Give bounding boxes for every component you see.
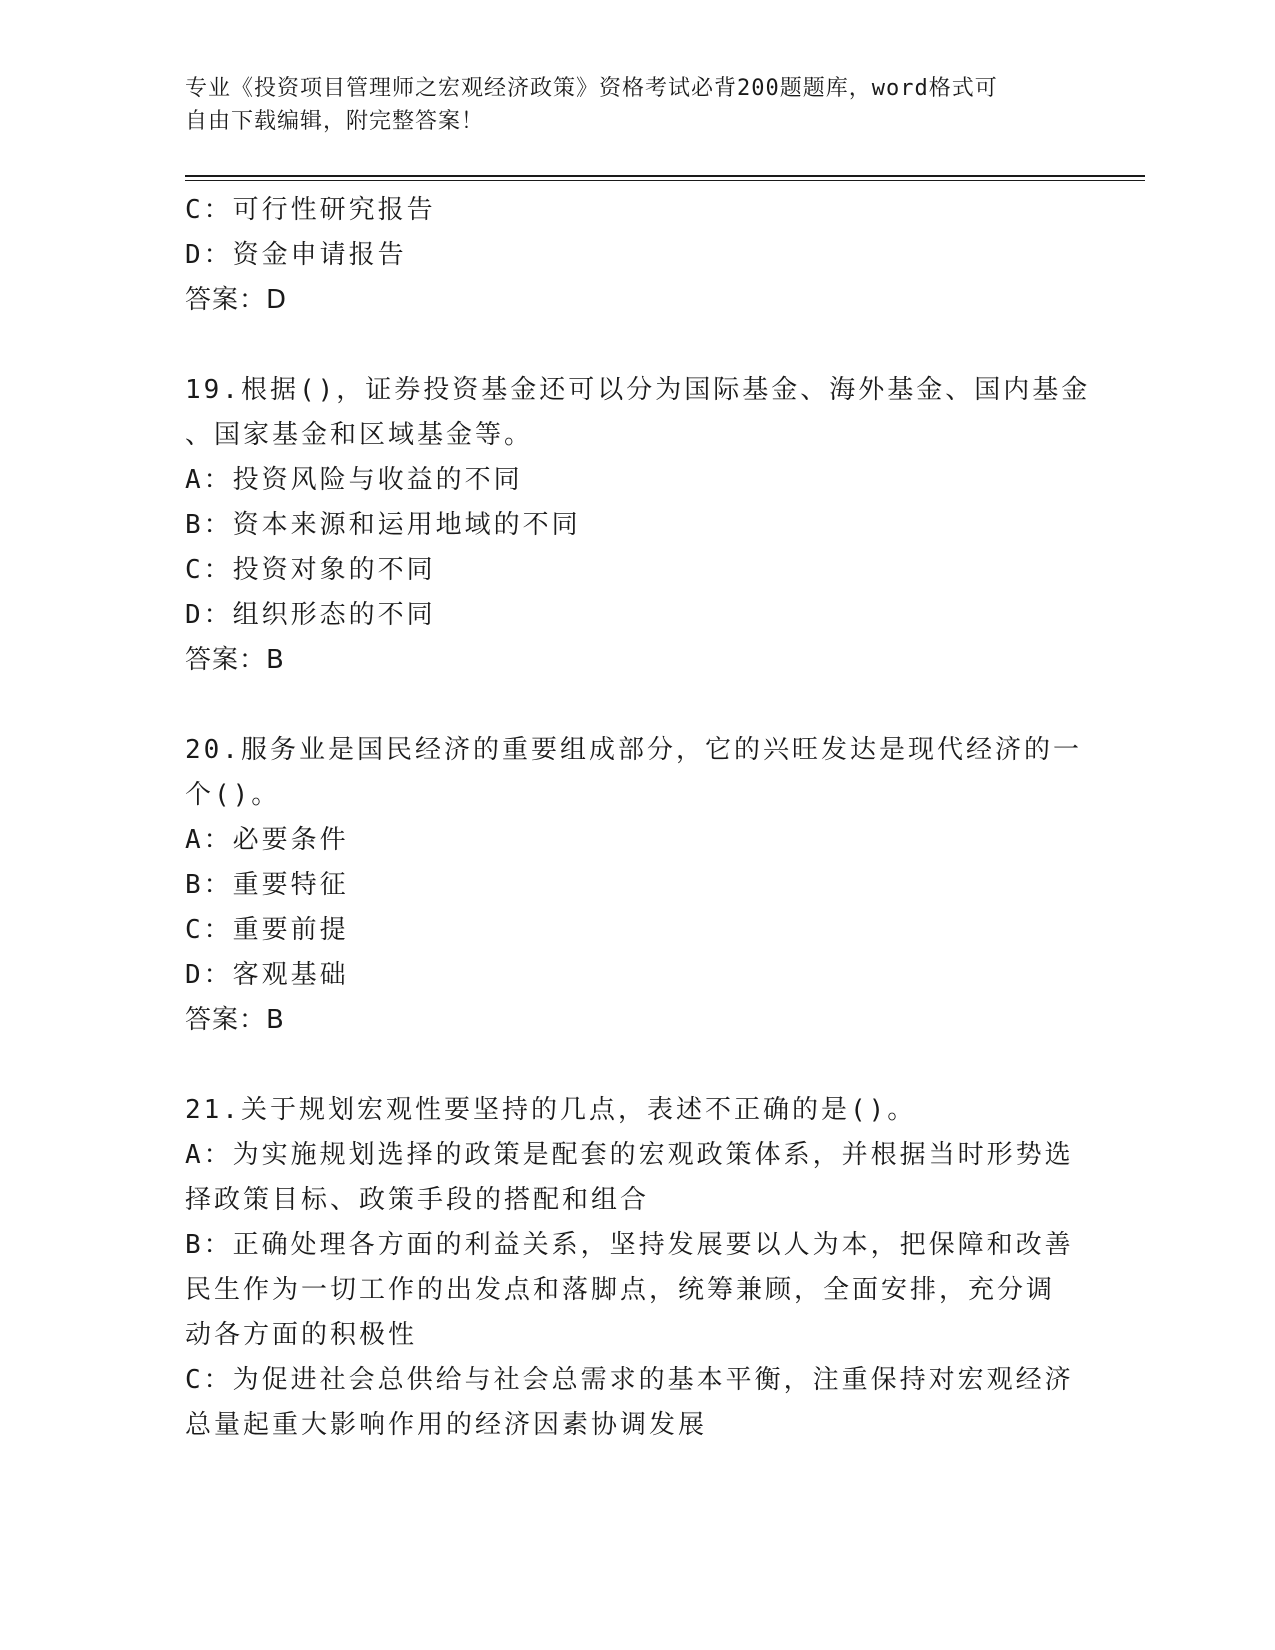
header-divider-thick — [185, 175, 1145, 177]
option-c: C：投资对象的不同 — [185, 555, 436, 585]
document-header — [185, 72, 1065, 138]
question-stem: 20.服务业是国民经济的重要组成部分，它的兴旺发达是现代经济的一 — [185, 735, 1082, 765]
option-b: B：重要特征 — [185, 870, 349, 900]
option-a: A：投资风险与收益的不同 — [185, 465, 523, 495]
answer: 答案：D — [185, 285, 288, 315]
question-21 — [185, 1088, 1074, 1448]
question-stem: 21.关于规划宏观性要坚持的几点，表述不正确的是()。 — [185, 1095, 917, 1125]
question-stem-cont: 、国家基金和区域基金等。 — [185, 420, 534, 450]
answer: 答案：B — [185, 1005, 285, 1035]
option-b: B：正确处理各方面的利益关系，坚持发展要以人为本，把保障和改善 — [185, 1230, 1074, 1260]
option-c: C：为促进社会总供给与社会总需求的基本平衡，注重保持对宏观经济 — [185, 1365, 1074, 1395]
answer: 答案：B — [185, 645, 285, 675]
spacer — [185, 1043, 1065, 1088]
option-a-cont: 择政策目标、政策手段的搭配和组合 — [185, 1185, 650, 1215]
question-20 — [185, 728, 1082, 1043]
question-stem: 19.根据()，证券投资基金还可以分为国际基金、海外基金、国内基金 — [185, 375, 1091, 405]
option-c: C：重要前提 — [185, 915, 349, 945]
option-c: C：可行性研究报告 — [185, 195, 436, 225]
header-divider-thin — [185, 180, 1145, 181]
option-d: D：客观基础 — [185, 960, 349, 990]
document-body — [185, 188, 1091, 1448]
question-stem-cont: 个()。 — [185, 780, 281, 810]
option-b: B：资本来源和运用地域的不同 — [185, 510, 581, 540]
spacer — [185, 323, 1065, 368]
option-c-cont: 总量起重大影响作用的经济因素协调发展 — [185, 1410, 708, 1440]
option-b-cont: 动各方面的积极性 — [185, 1320, 418, 1350]
spacer — [185, 683, 1065, 728]
header-line-2: 自由下载编辑，附完整答案！ — [185, 109, 485, 134]
header-line-1: 专业《投资项目管理师之宏观经济政策》资格考试必背200题题库，word格式可 — [185, 76, 998, 101]
option-d: D：资金申请报告 — [185, 240, 407, 270]
option-a: A：必要条件 — [185, 825, 349, 855]
option-b-cont: 民生作为一切工作的出发点和落脚点，统筹兼顾，全面安排，充分调 — [185, 1275, 1056, 1305]
option-a: A：为实施规划选择的政策是配套的宏观政策体系，并根据当时形势选 — [185, 1140, 1074, 1170]
question-19 — [185, 368, 1091, 683]
question-18-tail — [185, 188, 1065, 323]
option-d: D：组织形态的不同 — [185, 600, 436, 630]
